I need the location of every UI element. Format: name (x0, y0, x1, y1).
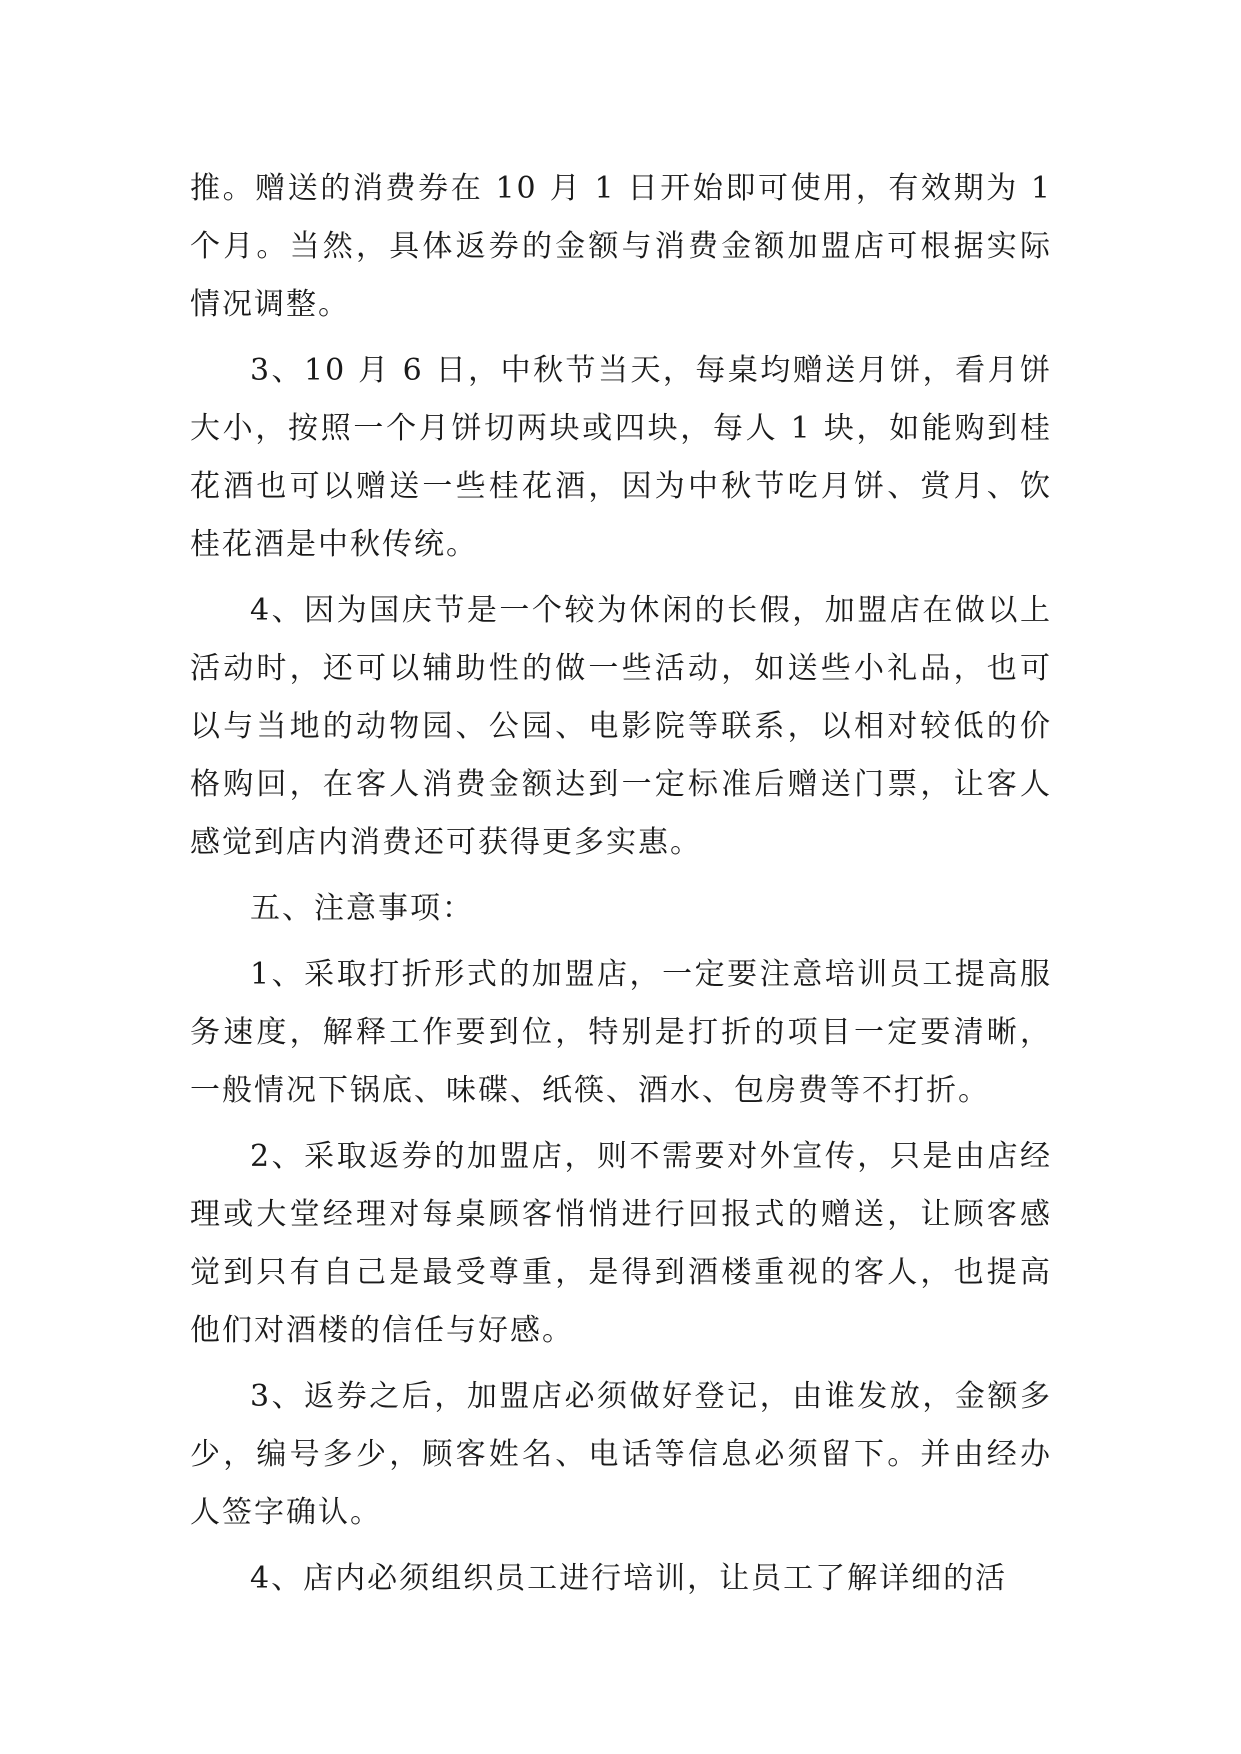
paragraph-5: 1、采取打折形式的加盟店，一定要注意培训员工提高服务速度，解释工作要到位，特别是打折的项目一定要清晰，一般情况下锅底、味碟、纸筷、酒水、包房费等不打折。 (190, 957, 1052, 1108)
section-heading-notes: 五、注意事项： (250, 891, 474, 926)
paragraph-2: 3、10 月 6 日，中秋节当天，每桌均赠送月饼，看月饼大小，按照一个月饼切两块或四块，每人 1 块，如能购到桂花酒也可以赠送一些桂花酒，因为中秋节吃月饼、赏月、饮桂花酒是中秋传统。 (190, 353, 1052, 562)
paragraph-1: 推。赠送的消费券在 10 月 1 日开始即可使用，有效期为 1 个月。当然，具体返券的金额与消费金额加盟店可根据实际情况调整。 (190, 171, 1052, 322)
paragraph-7: 3、返券之后，加盟店必须做好登记，由谁发放，金额多少，编号多少，顾客姓名、电话等信息必须留下。并由经办人签字确认。 (190, 1379, 1052, 1530)
paragraph-3: 4、因为国庆节是一个较为休闲的长假，加盟店在做以上活动时，还可以辅助性的做一些活动，如送些小礼品，也可以与当地的动物园、公园、电影院等联系，以相对较低的价格购回，在客人消费金额达到一定标准后赠送门票，让客人感觉到店内消费还可获得更多实惠。 (190, 593, 1052, 860)
document-body (190, 160, 1052, 1616)
paragraph-6: 2、采取返券的加盟店，则不需要对外宣传，只是由店经理或大堂经理对每桌顾客悄悄进行回报式的赠送，让顾客感觉到只有自己是最受尊重，是得到酒楼重视的客人，也提高他们对酒楼的信任与好感。 (190, 1139, 1052, 1348)
paragraph-8: 4、店内必须组织员工进行培训，让员工了解详细的活 (250, 1561, 1008, 1596)
